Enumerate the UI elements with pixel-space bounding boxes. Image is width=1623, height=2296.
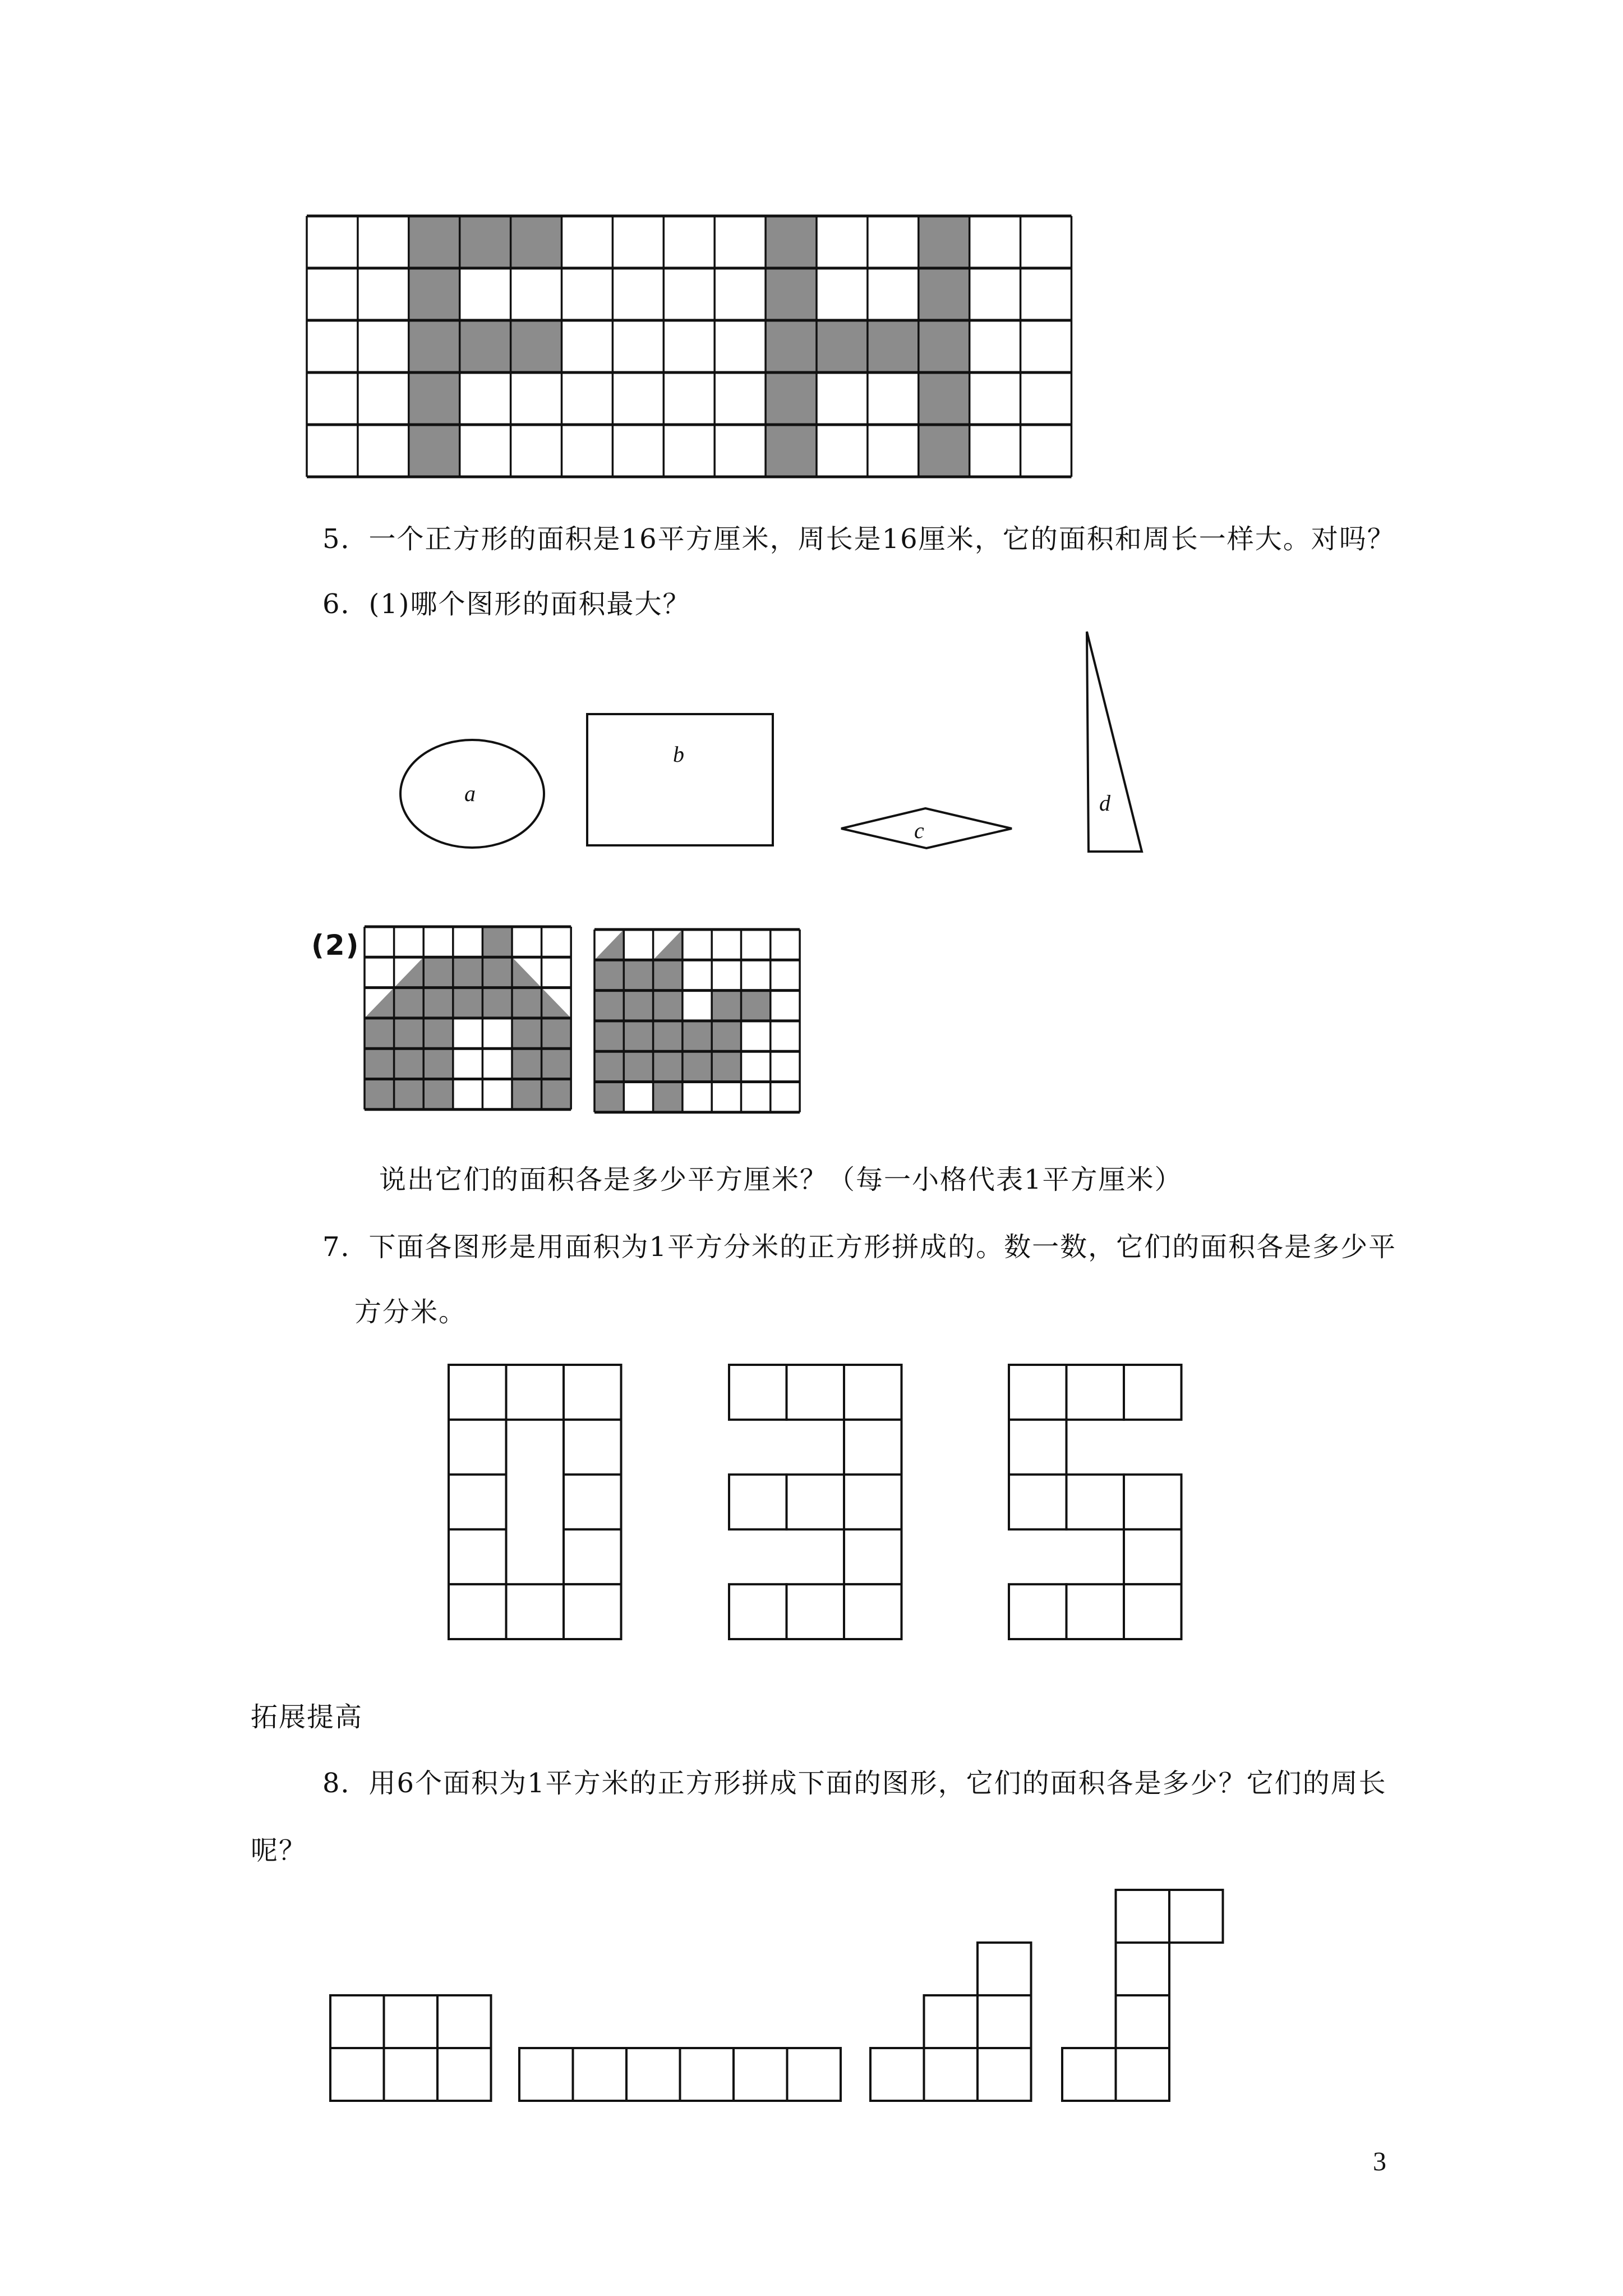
grid-cell [741,1021,771,1051]
question-7-line-2: 方分米。 [354,1296,467,1328]
grid-cell [512,927,542,957]
grid-cell [1021,372,1072,425]
unit-square [1124,1475,1182,1530]
grid-cell [683,960,712,990]
unit-square [1124,1529,1182,1584]
shaded-cell [624,1051,653,1082]
question-8-line-2: 呢？ [251,1835,307,1866]
shaded-cell [394,988,424,1018]
shaded-cell [409,372,460,425]
grid-cell [868,372,919,425]
shaded-cell [594,1051,624,1082]
grid-cell [1021,320,1072,372]
grid-cell [394,927,424,957]
unit-square [1009,1420,1067,1475]
unit-square [564,1475,621,1530]
rhombus-c [841,808,1012,848]
shaded-cell [817,320,868,372]
grid-cell [358,268,409,320]
unit-square [449,1584,506,1639]
shaded-cell [460,216,511,268]
unit-square [1124,1365,1182,1420]
shaded-cell [512,1079,542,1110]
shaded-cell [766,320,817,372]
grid-cell [771,960,800,990]
shaded-cell [512,1018,542,1048]
grid-cell [307,372,358,425]
unit-square [449,1529,506,1584]
grid-cell [663,425,714,477]
unit-square [384,2048,438,2101]
grid-cell [683,991,712,1021]
shaded-cell [394,1079,424,1110]
grid-cell [970,425,1021,477]
shaded-cell [919,372,970,425]
unit-square [1067,1475,1124,1530]
grid-cell [741,1082,771,1112]
shaded-cell [423,1018,453,1048]
grid-cell [714,216,766,268]
unit-square [519,2048,573,2101]
shape-labels [464,742,1111,843]
shaded-cell [624,991,653,1021]
unit-square [787,2048,841,2101]
shaded-cell [365,1018,394,1048]
shaded-cell [712,1021,741,1051]
grid-cell [358,372,409,425]
shaded-cell [542,1048,571,1079]
grid-cell [683,1082,712,1112]
shaded-cell [512,1048,542,1079]
shaded-cell [512,988,542,1018]
shaded-cell [653,960,683,990]
grid-cell [542,957,571,987]
grid-cell [562,216,613,268]
shaded-cell [653,991,683,1021]
grid-cell [868,268,919,320]
grid-cell [453,1079,483,1110]
six-square-figure [870,1943,1031,2101]
shaded-cell [409,425,460,477]
grid-cell [511,268,562,320]
grid-cell [663,216,714,268]
shaded-cell [766,425,817,477]
grid-cell [970,216,1021,268]
unit-square [787,1365,845,1420]
shaded-cell [594,991,624,1021]
grid-cell [307,320,358,372]
grid-cell [542,927,571,957]
grid-cell [482,1018,512,1048]
shaded-cell [460,320,511,372]
grid-cell [460,268,511,320]
shaded-cell [624,1021,653,1051]
shaded-cell [542,1018,571,1048]
unit-square [1009,1584,1067,1639]
grid-cell [453,1048,483,1079]
six-square-figure [519,2048,841,2101]
unit-square [924,2048,978,2101]
unit-square [844,1475,902,1530]
grid-cell [663,372,714,425]
shaded-cell [741,991,771,1021]
grid-cell [460,372,511,425]
shaded-cell [409,216,460,268]
shaded-cell [624,960,653,990]
label-d: d [1099,790,1110,816]
question-8-line-1: 8．用6个面积为1平方米的正方形拼成下面的图形，它们的面积各是多少？它们的周长 [322,1768,1387,1799]
shapes-figure [400,632,1142,852]
shaded-cell [712,1051,741,1082]
label-a: a [464,781,476,806]
shaded-cell [542,1079,571,1110]
shaded-cell [423,1048,453,1079]
unit-square [729,1365,787,1420]
unit-square [437,1995,491,2048]
unit-square [1067,1365,1124,1420]
grid-cell [1021,268,1072,320]
unit-square [449,1475,506,1530]
shaded-cell [423,1079,453,1110]
grid-cell [612,372,663,425]
grid-cell [663,320,714,372]
grid-cell [612,216,663,268]
grid-cell [358,320,409,372]
grid-cell [365,957,394,987]
shaded-cell [683,1051,712,1082]
letter-grid-figure [307,216,1072,477]
unit-square [564,1420,621,1475]
shaded-cell [594,1021,624,1051]
unit-square [787,1475,845,1530]
shaded-cell [919,320,970,372]
shaded-cell [409,268,460,320]
unit-square [978,1995,1031,2048]
unit-square [449,1365,506,1420]
section-title: 拓展提高 [251,1701,363,1733]
shaded-cell [511,320,562,372]
grid-cell [741,960,771,990]
unit-square [1062,2048,1116,2101]
question-7-line-1: 7．下面各图形是用面积为1平方分米的正方形拼成的。数一数，它们的面积各是多少平 [322,1231,1397,1263]
shaded-cell [766,268,817,320]
unit-square [870,2048,924,2101]
six-square-figures [330,1890,1223,2101]
shaded-cell [919,216,970,268]
grid-cell [365,927,394,957]
grid-cell [358,425,409,477]
shaded-cell [766,372,817,425]
unit-square [844,1584,902,1639]
shaded-cell [365,1079,394,1110]
shaded-cell [409,320,460,372]
grid-cell [970,268,1021,320]
question-6-part-1: 6．(1)哪个图形的面积最大？ [322,588,691,620]
unit-square [506,1365,564,1420]
grid-cell [562,320,613,372]
grid-cell [714,425,766,477]
grid-cell [562,425,613,477]
shaded-cell [482,988,512,1018]
question-6-part-2-label: (2) [311,929,360,961]
grid-cell [771,1021,800,1051]
grid-cell [307,216,358,268]
grid-cell [624,1082,653,1112]
shaded-cell [365,1048,394,1079]
house-grid-figure [365,927,571,1110]
shaded-cell [594,960,624,990]
grid-cell [511,425,562,477]
label-b: b [673,742,684,767]
unit-square [844,1529,902,1584]
grid-cell [970,320,1021,372]
grid-cell [712,1082,741,1112]
unit-square [1009,1365,1067,1420]
unit-square [1124,1584,1182,1639]
six-square-figure [330,1995,491,2101]
grid-cell [970,372,1021,425]
grid-cell [453,1018,483,1048]
grid-cell [714,320,766,372]
grid-cell [771,1051,800,1082]
unit-square [680,2048,734,2101]
grid-cell [868,216,919,268]
shaded-cell [453,957,483,987]
question-6-part-2-text: 说出它们的面积各是多少平方厘米？（每一小格代表1平方厘米） [379,1164,1183,1195]
digit-figure [449,1365,621,1639]
shaded-cell [394,1018,424,1048]
unit-square [506,1584,564,1639]
unit-square [626,2048,680,2101]
grid-cell [1021,216,1072,268]
question-5: 5．一个正方形的面积是16平方厘米，周长是16厘米，它的面积和周长一样大。对吗？ [322,523,1395,555]
page-number: 3 [1373,2147,1387,2177]
grid-cell [482,1048,512,1079]
shaded-cell [683,1021,712,1051]
shaded-cell [394,1048,424,1079]
shaded-cell [919,268,970,320]
grid-cell [771,991,800,1021]
unit-square [734,2048,787,2101]
grid-cell [511,372,562,425]
grid-cell [868,425,919,477]
grid-cell [683,930,712,960]
unit-square [844,1420,902,1475]
grid-cell [562,268,613,320]
grid-cell [612,425,663,477]
grid-cell [817,268,868,320]
grid-cell [423,927,453,957]
digit-figure [1009,1365,1182,1639]
grid-cell [741,1051,771,1082]
digit-figures [449,1365,1182,1639]
grid-cell [624,930,653,960]
unit-square [564,1529,621,1584]
unit-square [1067,1584,1124,1639]
shaded-cell [482,957,512,987]
unit-square [787,1584,845,1639]
unit-square [844,1365,902,1420]
grid-cell [817,216,868,268]
shaded-cell [511,216,562,268]
grid-cell [771,930,800,960]
unit-square [384,1995,438,2048]
grid-cell [714,372,766,425]
grid-cell [663,268,714,320]
grid-cell [817,425,868,477]
grid-cell [460,425,511,477]
grid-cell [358,216,409,268]
unit-square [978,1943,1031,1995]
shaded-cell [919,425,970,477]
shaded-cell [868,320,919,372]
six-square-figure [1062,1890,1223,2101]
shaded-cell [766,216,817,268]
unit-square [330,1995,384,2048]
unit-square [1009,1475,1067,1530]
unit-square [330,2048,384,2101]
unit-square [564,1365,621,1420]
grid-cell [453,927,483,957]
grid-cell [307,425,358,477]
shaded-cell [423,957,453,987]
grid-cell [612,268,663,320]
unit-square [1116,1943,1170,1995]
grid-cell [817,372,868,425]
shaded-cell [594,1082,624,1112]
unit-square [1116,1890,1170,1943]
unit-square [729,1475,787,1530]
triangle-d [1087,632,1142,852]
shaded-cell [653,1082,683,1112]
cat-grid-figure [594,930,800,1112]
shaded-cell [712,991,741,1021]
unit-square [1169,1890,1223,1943]
rectangle-b [587,714,773,845]
unit-square [564,1584,621,1639]
shaded-cell [423,988,453,1018]
unit-square [437,2048,491,2101]
grid-cell [741,930,771,960]
unit-square [1116,1995,1170,2048]
grid-cell [771,1082,800,1112]
shaded-cell [453,988,483,1018]
shaded-cell [653,1021,683,1051]
label-c: c [914,818,924,843]
unit-square [1116,2048,1170,2101]
grid-cell [612,320,663,372]
grid-cell [482,1079,512,1110]
grid-cell [562,372,613,425]
grid-cell [1021,425,1072,477]
shaded-cell [482,927,512,957]
digit-figure [729,1365,902,1639]
grid-cell [712,930,741,960]
shaded-cell [653,1051,683,1082]
unit-square [729,1584,787,1639]
unit-square [924,1995,978,2048]
grid-cell [307,268,358,320]
grid-cell [712,960,741,990]
unit-square [978,2048,1031,2101]
unit-square [573,2048,627,2101]
grid-cell [714,268,766,320]
unit-square [449,1420,506,1475]
